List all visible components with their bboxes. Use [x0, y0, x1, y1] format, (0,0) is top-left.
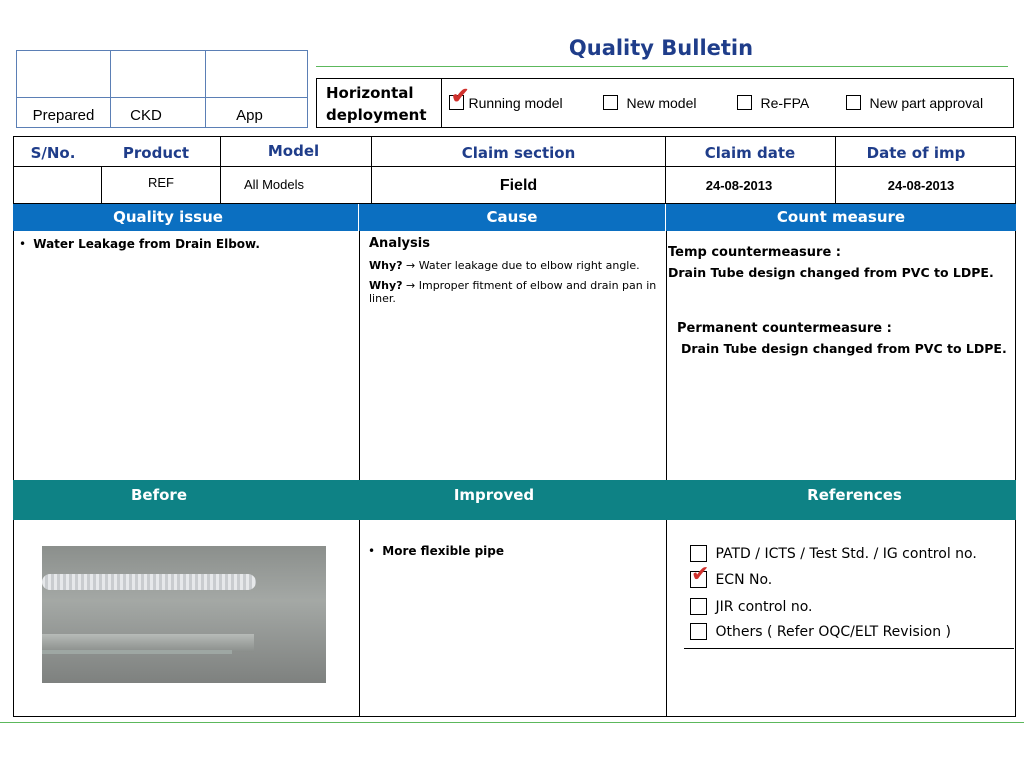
corrugated-pipe: [42, 574, 256, 590]
option-re-fpa[interactable]: Re-FPA: [737, 94, 809, 112]
cell-model: All Models: [244, 177, 304, 192]
cell-product: REF: [148, 175, 174, 190]
temp-countermeasure-heading: Temp countermeasure :: [668, 245, 842, 260]
check-mark-icon: ✔: [691, 562, 710, 587]
claim-table: [13, 136, 1016, 204]
checkbox-icon[interactable]: [690, 545, 707, 562]
perm-countermeasure-text: Drain Tube design changed from PVC to LDPE.: [681, 341, 1007, 356]
check-mark-icon: ✔: [451, 83, 470, 108]
cell-date-of-imp: 24-08-2013: [887, 178, 955, 193]
app-label: App: [236, 107, 263, 124]
option-new-part-approval[interactable]: New part approval: [846, 94, 983, 112]
reference-ecn[interactable]: ✔ ECN No.: [691, 562, 773, 588]
deployment-label: Horizontal deployment: [326, 84, 427, 124]
middle-section: [13, 231, 1016, 480]
checkbox-icon[interactable]: [690, 623, 707, 640]
header-claim-section: Claim section: [461, 144, 576, 162]
ckd-label: CKD: [130, 107, 162, 124]
reference-jir[interactable]: JIR control no.: [690, 598, 813, 615]
header-product: Product: [122, 144, 190, 162]
count-measure-content: [668, 245, 1016, 356]
temp-countermeasure-text: Drain Tube design changed from PVC to LDPE.: [668, 265, 994, 280]
title-underline: [316, 66, 1008, 67]
header-sno: S/No.: [30, 144, 76, 162]
header-date-of-imp: Date of imp: [866, 144, 966, 162]
checkbox-icon[interactable]: [603, 95, 618, 110]
section-bar: [13, 204, 1016, 231]
quality-issue-header: Quality issue: [113, 208, 223, 226]
bottom-section-bar: [13, 480, 1016, 520]
cell-claim-date: 24-08-2013: [705, 178, 773, 193]
references-header: References: [807, 486, 902, 504]
header-claim-date: Claim date: [704, 144, 796, 162]
checkbox-icon[interactable]: [690, 598, 707, 615]
option-running-model[interactable]: ✔ Running model: [451, 83, 563, 111]
quality-issue-item: • Water Leakage from Drain Elbow.: [19, 237, 260, 251]
reference-others[interactable]: Others ( Refer OQC/ELT Revision ): [690, 623, 951, 640]
analysis-heading: Analysis: [369, 236, 430, 251]
cause-content: [369, 236, 665, 305]
before-header: Before: [130, 486, 187, 504]
checkbox-icon[interactable]: [846, 95, 861, 110]
improved-item: • More flexible pipe: [368, 544, 505, 558]
page-title: Quality Bulletin: [568, 36, 754, 60]
bottom-section: [13, 520, 1016, 717]
reference-patd[interactable]: PATD / ICTS / Test Std. / IG control no.: [690, 545, 977, 562]
header-model: Model: [267, 142, 320, 160]
checkbox-icon[interactable]: [737, 95, 752, 110]
count-measure-header: Count measure: [776, 208, 906, 226]
improved-header: Improved: [453, 486, 535, 504]
approval-box: [16, 50, 308, 128]
footer-rule: [0, 722, 1024, 723]
option-new-model[interactable]: New model: [603, 94, 696, 112]
why-1: Why? → Water leakage due to elbow right angle.: [369, 259, 640, 272]
deployment-box: [316, 78, 1014, 128]
cause-header: Cause: [486, 208, 538, 226]
perm-countermeasure-heading: Permanent countermeasure :: [677, 321, 892, 336]
prepared-label: Prepared: [32, 107, 95, 124]
references-underline: [684, 648, 1014, 649]
why-2: Why? → Improper fitment of elbow and drain pan in liner.: [369, 279, 657, 305]
before-photo: [42, 546, 326, 683]
cell-claim-section: Field: [499, 177, 538, 194]
